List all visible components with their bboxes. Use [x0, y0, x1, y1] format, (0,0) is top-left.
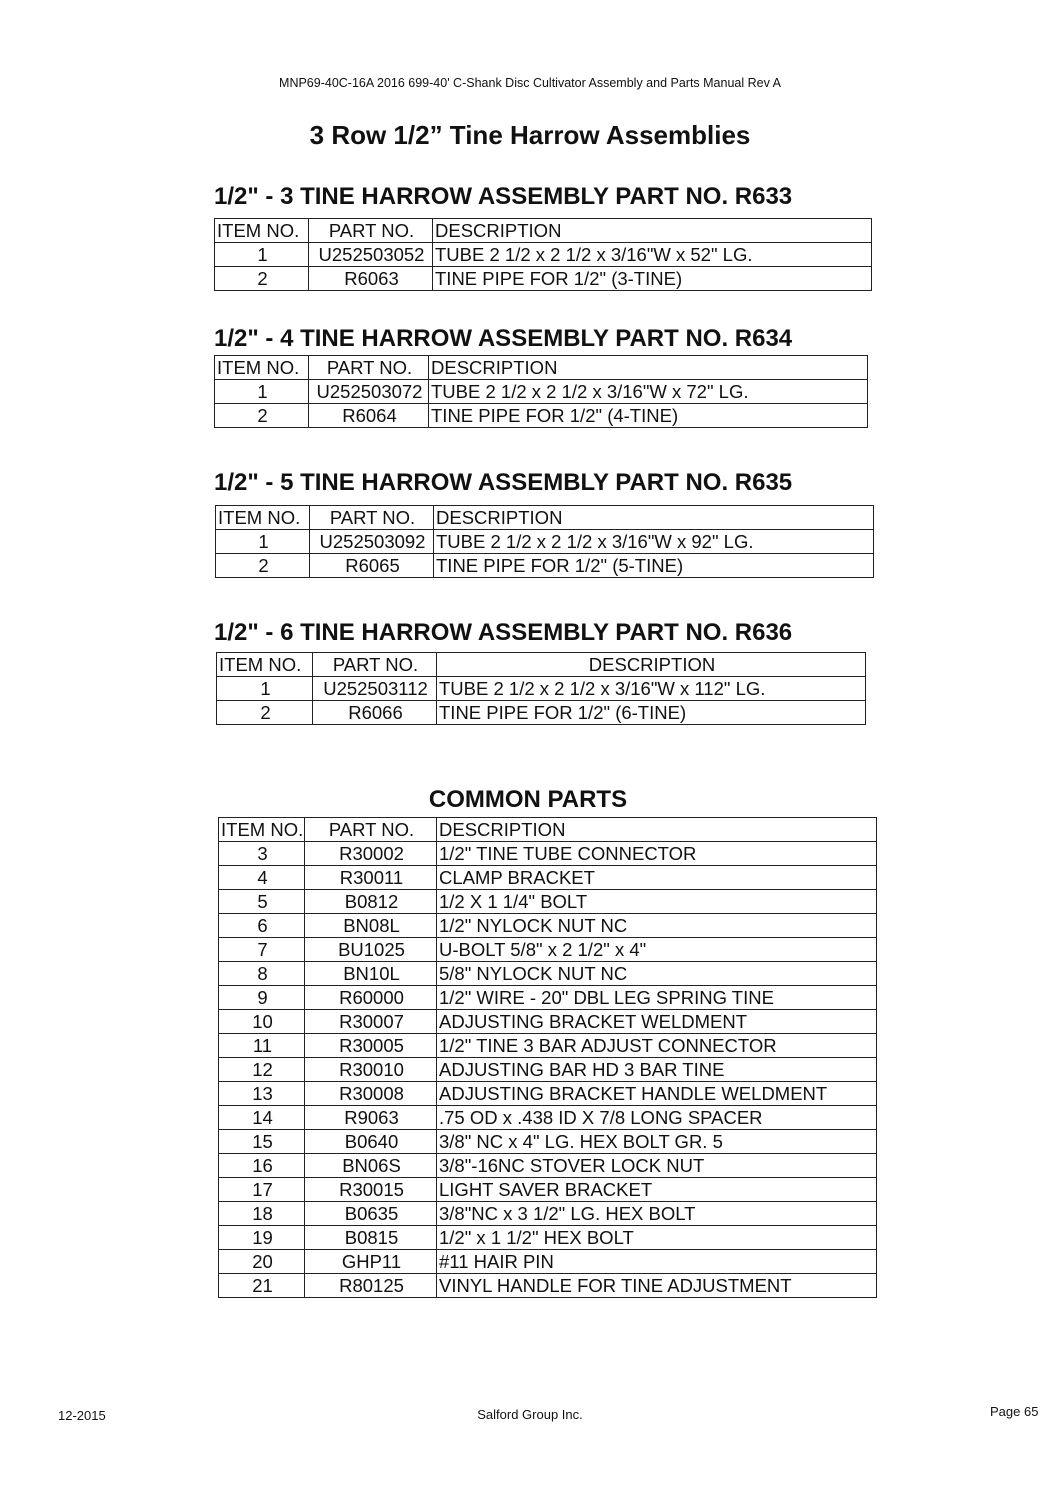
item-no: 19 — [219, 1226, 305, 1250]
assembly-title-r635: 1/2" - 5 TINE HARROW ASSEMBLY PART NO. R635 — [214, 469, 793, 496]
table-row — [219, 962, 877, 986]
table-row — [219, 1034, 877, 1058]
part-no: B0635 — [305, 1202, 437, 1226]
description: #11 HAIR PIN — [437, 1250, 877, 1274]
description: CLAMP BRACKET — [437, 866, 877, 890]
part-no: R30010 — [305, 1058, 437, 1082]
item-no: 8 — [219, 962, 305, 986]
table-header-row — [215, 356, 868, 380]
description: 1/2 X 1 1/4" BOLT — [437, 890, 877, 914]
parts-table-r636 — [216, 652, 866, 725]
description: TINE PIPE FOR 1/2" (5-TINE) — [434, 554, 874, 578]
part-no: R80125 — [305, 1274, 437, 1298]
part-no-header: PART NO. — [305, 818, 437, 842]
part-no: R60000 — [305, 986, 437, 1010]
parts-table-r634 — [214, 355, 868, 428]
item-no-header: ITEM NO. — [215, 219, 309, 243]
description-header: DESCRIPTION — [429, 356, 868, 380]
item-no-header: ITEM NO. — [219, 818, 305, 842]
part-no: BN10L — [305, 962, 437, 986]
table-row — [216, 554, 874, 578]
description: .75 OD x .438 ID X 7/8 LONG SPACER — [437, 1106, 877, 1130]
item-no-header: ITEM NO. — [215, 356, 309, 380]
table-row — [219, 1274, 877, 1298]
description: TUBE 2 1/2 x 2 1/2 x 3/16"W x 72" LG. — [429, 380, 868, 404]
item-no: 4 — [219, 866, 305, 890]
table-row — [219, 1154, 877, 1178]
table-row — [219, 986, 877, 1010]
description: TUBE 2 1/2 x 2 1/2 x 3/16"W x 92" LG. — [434, 530, 874, 554]
assembly-title-r636: 1/2" - 6 TINE HARROW ASSEMBLY PART NO. R636 — [214, 619, 793, 646]
item-no: 18 — [219, 1202, 305, 1226]
table-row — [219, 842, 877, 866]
description: TINE PIPE FOR 1/2" (4-TINE) — [429, 404, 868, 428]
description-header: DESCRIPTION — [437, 653, 866, 677]
item-no: 11 — [219, 1034, 305, 1058]
part-no: U252503052 — [309, 243, 433, 267]
part-no: R6066 — [313, 701, 437, 725]
description: 1/2" NYLOCK NUT NC — [437, 914, 877, 938]
description: 5/8" NYLOCK NUT NC — [437, 962, 877, 986]
table-header-row — [217, 653, 866, 677]
table-row — [219, 1130, 877, 1154]
part-no: BN06S — [305, 1154, 437, 1178]
part-no: R30007 — [305, 1010, 437, 1034]
item-no: 10 — [219, 1010, 305, 1034]
part-no: U252503112 — [313, 677, 437, 701]
description: VINYL HANDLE FOR TINE ADJUSTMENT — [437, 1274, 877, 1298]
description: LIGHT SAVER BRACKET — [437, 1178, 877, 1202]
item-no: 2 — [215, 404, 309, 428]
description: 1/2" TINE TUBE CONNECTOR — [437, 842, 877, 866]
table-row — [219, 1202, 877, 1226]
description: 1/2" TINE 3 BAR ADJUST CONNECTOR — [437, 1034, 877, 1058]
assembly-title-r634: 1/2" - 4 TINE HARROW ASSEMBLY PART NO. R634 — [214, 325, 793, 352]
table-row — [217, 677, 866, 701]
part-no: BU1025 — [305, 938, 437, 962]
item-no: 16 — [219, 1154, 305, 1178]
item-no: 2 — [215, 267, 309, 291]
table-header-row — [219, 818, 877, 842]
table-row — [219, 1250, 877, 1274]
part-no: R30008 — [305, 1082, 437, 1106]
parts-table-r635 — [215, 505, 874, 578]
item-no: 13 — [219, 1082, 305, 1106]
part-no: R30005 — [305, 1034, 437, 1058]
item-no: 21 — [219, 1274, 305, 1298]
part-no-header: PART NO. — [309, 356, 429, 380]
part-no: U252503092 — [310, 530, 434, 554]
document-header: MNP69-40C-16A 2016 699-40' C-Shank Disc Cultivator Assembly and Parts Manual Rev A — [279, 76, 781, 90]
item-no: 15 — [219, 1130, 305, 1154]
description: TINE PIPE FOR 1/2" (3-TINE) — [433, 267, 872, 291]
table-row — [215, 404, 868, 428]
table-row — [219, 1226, 877, 1250]
item-no: 5 — [219, 890, 305, 914]
table-row — [216, 530, 874, 554]
item-no: 2 — [217, 701, 313, 725]
description: ADJUSTING BRACKET HANDLE WELDMENT — [437, 1082, 877, 1106]
common-parts-title: COMMON PARTS — [428, 786, 628, 813]
table-row — [219, 890, 877, 914]
part-no: R6064 — [309, 404, 429, 428]
part-no: GHP11 — [305, 1250, 437, 1274]
footer-date: 12-2015 — [58, 1408, 106, 1423]
item-no: 12 — [219, 1058, 305, 1082]
part-no: B0815 — [305, 1226, 437, 1250]
page-title: 3 Row 1/2” Tine Harrow Assemblies — [309, 120, 751, 150]
item-no: 9 — [219, 986, 305, 1010]
description: TUBE 2 1/2 x 2 1/2 x 3/16"W x 112" LG. — [437, 677, 866, 701]
item-no-header: ITEM NO. — [216, 506, 310, 530]
part-no: R30011 — [305, 866, 437, 890]
table-row — [219, 866, 877, 890]
description: ADJUSTING BRACKET WELDMENT — [437, 1010, 877, 1034]
item-no: 1 — [216, 530, 310, 554]
description: 1/2" WIRE - 20" DBL LEG SPRING TINE — [437, 986, 877, 1010]
item-no: 1 — [217, 677, 313, 701]
description: 3/8" NC x 4" LG. HEX BOLT GR. 5 — [437, 1130, 877, 1154]
item-no: 20 — [219, 1250, 305, 1274]
table-row — [215, 243, 872, 267]
item-no-header: ITEM NO. — [217, 653, 313, 677]
item-no: 7 — [219, 938, 305, 962]
description: TINE PIPE FOR 1/2" (6-TINE) — [437, 701, 866, 725]
table-row — [217, 701, 866, 725]
table-header-row — [215, 219, 872, 243]
table-header-row — [216, 506, 874, 530]
description: TUBE 2 1/2 x 2 1/2 x 3/16"W x 52" LG. — [433, 243, 872, 267]
table-row — [219, 1106, 877, 1130]
table-row — [219, 1058, 877, 1082]
item-no: 17 — [219, 1178, 305, 1202]
item-no: 2 — [216, 554, 310, 578]
description: 1/2" x 1 1/2" HEX BOLT — [437, 1226, 877, 1250]
part-no: BN08L — [305, 914, 437, 938]
common-parts-table — [218, 817, 877, 1298]
part-no-header: PART NO. — [309, 219, 433, 243]
item-no: 3 — [219, 842, 305, 866]
part-no-header: PART NO. — [313, 653, 437, 677]
footer-page-number: Page 65 — [990, 1404, 1039, 1419]
description: 3/8"NC x 3 1/2" LG. HEX BOLT — [437, 1202, 877, 1226]
table-row — [215, 267, 872, 291]
description: ADJUSTING BAR HD 3 BAR TINE — [437, 1058, 877, 1082]
table-row — [219, 1082, 877, 1106]
part-no: R30015 — [305, 1178, 437, 1202]
part-no: R30002 — [305, 842, 437, 866]
table-row — [219, 1010, 877, 1034]
part-no: B0812 — [305, 890, 437, 914]
item-no: 6 — [219, 914, 305, 938]
description: U-BOLT 5/8" x 2 1/2" x 4" — [437, 938, 877, 962]
part-no: B0640 — [305, 1130, 437, 1154]
table-row — [219, 1178, 877, 1202]
description: 3/8"-16NC STOVER LOCK NUT — [437, 1154, 877, 1178]
parts-table-r633 — [214, 218, 872, 291]
assembly-title-r633: 1/2" - 3 TINE HARROW ASSEMBLY PART NO. R633 — [214, 183, 793, 210]
part-no: R6065 — [310, 554, 434, 578]
part-no: R6063 — [309, 267, 433, 291]
description-header: DESCRIPTION — [433, 219, 872, 243]
footer-company: Salford Group Inc. — [477, 1407, 583, 1422]
description-header: DESCRIPTION — [434, 506, 874, 530]
item-no: 14 — [219, 1106, 305, 1130]
table-row — [215, 380, 868, 404]
item-no: 1 — [215, 380, 309, 404]
table-row — [219, 938, 877, 962]
part-no: U252503072 — [309, 380, 429, 404]
description-header: DESCRIPTION — [437, 818, 877, 842]
item-no: 1 — [215, 243, 309, 267]
part-no: R9063 — [305, 1106, 437, 1130]
table-row — [219, 914, 877, 938]
part-no-header: PART NO. — [310, 506, 434, 530]
